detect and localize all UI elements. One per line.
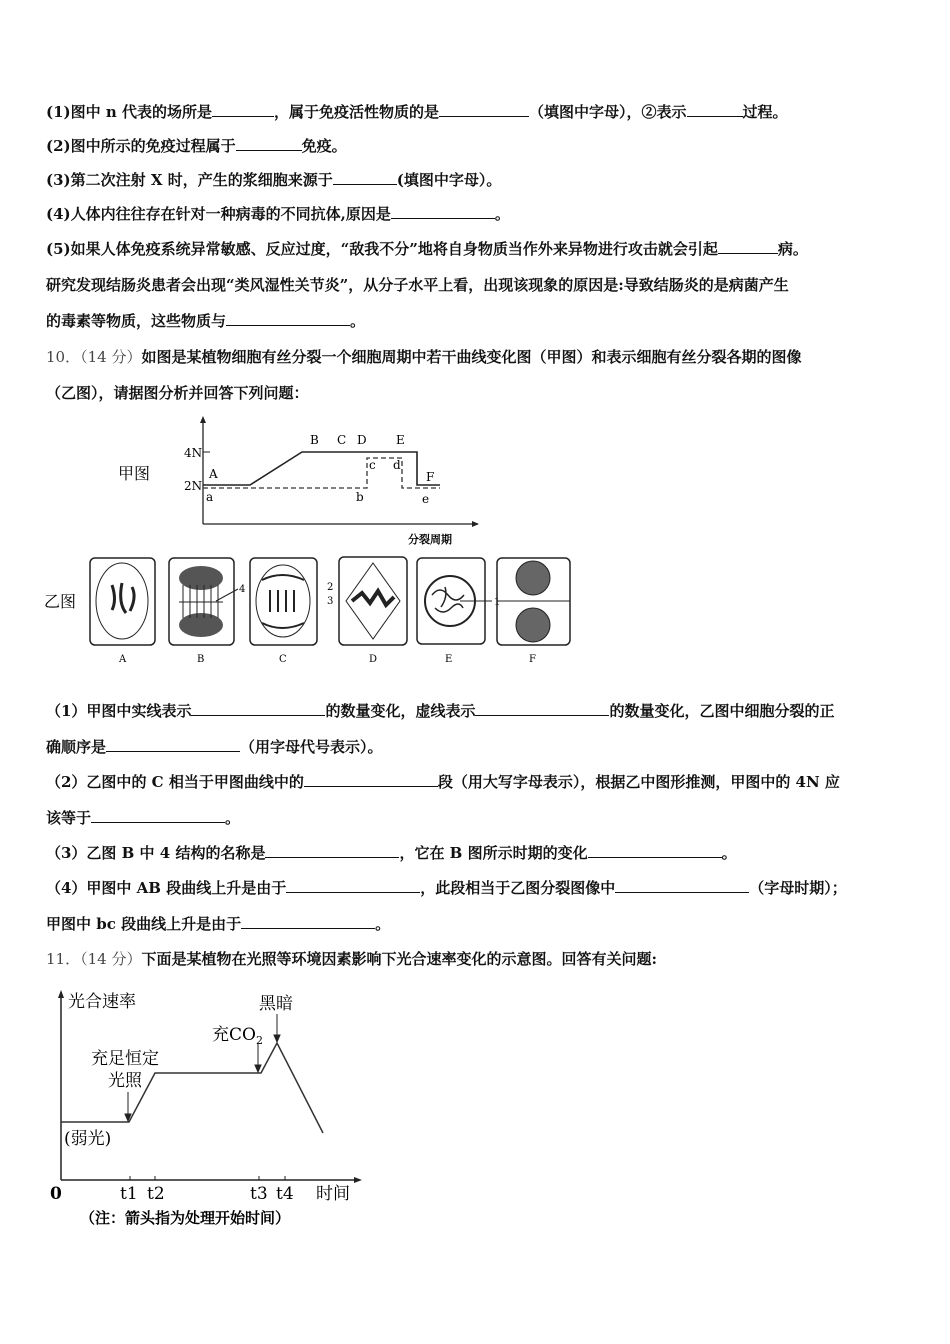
cell-C bbox=[250, 558, 317, 645]
text: 。 bbox=[375, 915, 391, 933]
text: 。 bbox=[494, 205, 510, 223]
label-dark: 黑暗 bbox=[259, 994, 293, 1014]
q10-figure bbox=[40, 415, 585, 675]
point-E: E bbox=[396, 433, 405, 447]
marker-1: 1 bbox=[494, 597, 501, 608]
answer-blank[interactable] bbox=[236, 136, 302, 151]
yi-cells bbox=[44, 557, 570, 665]
text: 的数量变化，虚线表示 bbox=[325, 702, 476, 720]
point-b: b bbox=[356, 490, 364, 504]
answer-blank[interactable] bbox=[286, 878, 420, 893]
q10-stem-2: （乙图），请据图分析并回答下列问题： bbox=[46, 384, 309, 402]
text: ，属于免疫活性物质的是 bbox=[273, 103, 439, 121]
answer-blank[interactable] bbox=[333, 170, 397, 185]
text: （2）乙图中的 C 相当于甲图曲线中的 bbox=[46, 773, 304, 791]
text: (2)图中所示的免疫过程属于 bbox=[46, 137, 236, 155]
text: (3)第二次注射 X 时，产生的浆细胞来源于 bbox=[46, 171, 333, 189]
text: ，此段相当于乙图分裂图像中 bbox=[420, 879, 616, 897]
question-score: （14 分） bbox=[80, 348, 142, 366]
label-weak-light: (弱光) bbox=[64, 1129, 112, 1149]
y-label-4n: 4N bbox=[184, 446, 203, 460]
tick-t2: t2 bbox=[147, 1184, 165, 1204]
q10-part1-a bbox=[46, 701, 834, 721]
q9-line-1 bbox=[46, 102, 788, 122]
point-C: C bbox=[337, 433, 347, 447]
q11-stem bbox=[46, 949, 657, 969]
x-axis-arrow bbox=[472, 521, 479, 527]
y-label: 光合速率 bbox=[68, 992, 136, 1012]
cell-label-B: B bbox=[197, 654, 205, 665]
q9-line-7 bbox=[46, 311, 365, 331]
marker-3: 3 bbox=[327, 596, 334, 607]
q11-figure bbox=[40, 980, 380, 1230]
text: （4）甲图中 AB 段曲线上升是由于 bbox=[46, 879, 287, 897]
cell-label-C: C bbox=[279, 654, 287, 665]
text: 。 bbox=[225, 809, 241, 827]
text: ，它在 B 图所示时期的变化 bbox=[399, 844, 588, 862]
text: 该等于 bbox=[46, 809, 92, 827]
q9-line-6: 研究发现结肠炎患者会出现“类风湿性关节炎”，从分子水平上看，出现该现象的原因是:导致结肠炎的是病菌产生 bbox=[46, 276, 789, 294]
text: （填图中字母），②表示 bbox=[529, 103, 687, 121]
jia-graph bbox=[118, 416, 479, 546]
dashed-line bbox=[203, 458, 440, 488]
note: （注：箭头指为处理开始时间） bbox=[80, 1209, 291, 1227]
q9-line-3 bbox=[46, 170, 501, 190]
jia-title: 甲图 bbox=[118, 464, 151, 483]
solid-line bbox=[203, 452, 440, 485]
q10-part4-a bbox=[46, 878, 847, 898]
answer-blank[interactable] bbox=[718, 239, 778, 254]
label-light-2: 光照 bbox=[108, 1071, 142, 1091]
text: (1)图中 n 代表的场所是 bbox=[46, 103, 212, 121]
text: （用字母代号表示）。 bbox=[240, 738, 383, 756]
text: 下面是某植物在光照等环境因素影响下光合速率变化的示意图。回答有关问题: bbox=[141, 950, 657, 968]
cell-label-A: A bbox=[119, 654, 127, 665]
point-a: a bbox=[206, 490, 214, 504]
text: （1）甲图中实线表示 bbox=[46, 702, 192, 720]
text: 的数量变化，乙图中细胞分裂的正 bbox=[609, 702, 835, 720]
answer-blank[interactable] bbox=[191, 701, 325, 716]
text: 如图是某植物细胞有丝分裂一个细胞周期中若干曲线变化图（甲图）和表示细胞有丝分裂各期的图像 bbox=[141, 348, 802, 366]
answer-blank[interactable] bbox=[475, 701, 609, 716]
text: 甲图中 bc 段曲线上升是由于 bbox=[46, 915, 242, 933]
answer-blank[interactable] bbox=[439, 102, 529, 117]
text: 免疫。 bbox=[301, 137, 347, 155]
text: （字母时期）； bbox=[749, 879, 847, 897]
text: 过程。 bbox=[742, 103, 788, 121]
text: 确顺序是 bbox=[46, 738, 107, 756]
y-axis-arrow bbox=[200, 416, 206, 423]
q9-line-5 bbox=[46, 239, 808, 259]
text: 。 bbox=[350, 312, 366, 330]
q10-stem-1 bbox=[46, 347, 801, 367]
tick-t1: t1 bbox=[120, 1184, 138, 1204]
answer-blank[interactable] bbox=[91, 808, 225, 823]
x-label: 时间 bbox=[316, 1184, 350, 1204]
text: 的毒素等物质，这些物质与 bbox=[46, 312, 227, 330]
text: （3）乙图 B 中 4 结构的名称是 bbox=[46, 844, 266, 862]
answer-blank[interactable] bbox=[241, 914, 375, 929]
q10-part1-b bbox=[46, 737, 383, 757]
label-light-1: 充足恒定 bbox=[91, 1049, 159, 1069]
answer-blank[interactable] bbox=[687, 102, 743, 117]
y-label-2n: 2N bbox=[184, 479, 203, 493]
answer-blank[interactable] bbox=[212, 102, 274, 117]
point-A: A bbox=[209, 467, 218, 481]
cell-label-D: D bbox=[369, 654, 378, 665]
answer-blank[interactable] bbox=[615, 878, 749, 893]
point-c: c bbox=[369, 458, 376, 472]
origin-label: 0 bbox=[50, 1184, 62, 1204]
question-number: 10． bbox=[46, 348, 81, 366]
label-co2: 充$CO_2$ bbox=[212, 1025, 263, 1047]
q10-part2-a bbox=[46, 772, 840, 792]
point-d: d bbox=[393, 458, 401, 472]
marker-2: 2 bbox=[327, 582, 334, 593]
tick-t3: t3 bbox=[250, 1184, 268, 1204]
question-number: 11． bbox=[46, 950, 81, 968]
text: (填图中字母）。 bbox=[396, 171, 502, 189]
cell-label-E: E bbox=[445, 654, 453, 665]
q10-part4-b bbox=[46, 914, 390, 934]
yi-title: 乙图 bbox=[44, 592, 77, 611]
q10-part3 bbox=[46, 843, 737, 863]
answer-blank[interactable] bbox=[106, 737, 240, 752]
point-B: B bbox=[310, 433, 319, 447]
answer-blank[interactable] bbox=[391, 204, 495, 219]
point-e: e bbox=[422, 492, 430, 506]
answer-blank[interactable] bbox=[226, 311, 350, 326]
question-score: （14 分） bbox=[80, 950, 142, 968]
marker-4: 4 bbox=[239, 584, 246, 595]
cell-label-F: F bbox=[529, 654, 536, 665]
point-D: D bbox=[357, 433, 367, 447]
text: (5)如果人体免疫系统异常敏感、反应过度，“敌我不分”地将自身物质当作外来异物进行攻击就会引起 bbox=[46, 240, 718, 258]
tick-t4: t4 bbox=[276, 1184, 294, 1204]
q10-part2-b bbox=[46, 808, 240, 828]
text: (4)人体内往往存在针对一种病毒的不同抗体,原因是 bbox=[46, 205, 391, 223]
answer-blank[interactable] bbox=[265, 843, 399, 858]
x-label: 分裂周期 bbox=[408, 533, 452, 546]
text: 段（用大写字母表示），根据乙中图形推测，甲图中的 4N 应 bbox=[437, 773, 840, 791]
q9-line-2 bbox=[46, 136, 347, 156]
text: 。 bbox=[721, 844, 737, 862]
q9-line-4 bbox=[46, 204, 510, 224]
text: 病。 bbox=[777, 240, 808, 258]
point-F: F bbox=[426, 470, 435, 484]
answer-blank[interactable] bbox=[588, 843, 722, 858]
answer-blank[interactable] bbox=[304, 772, 438, 787]
